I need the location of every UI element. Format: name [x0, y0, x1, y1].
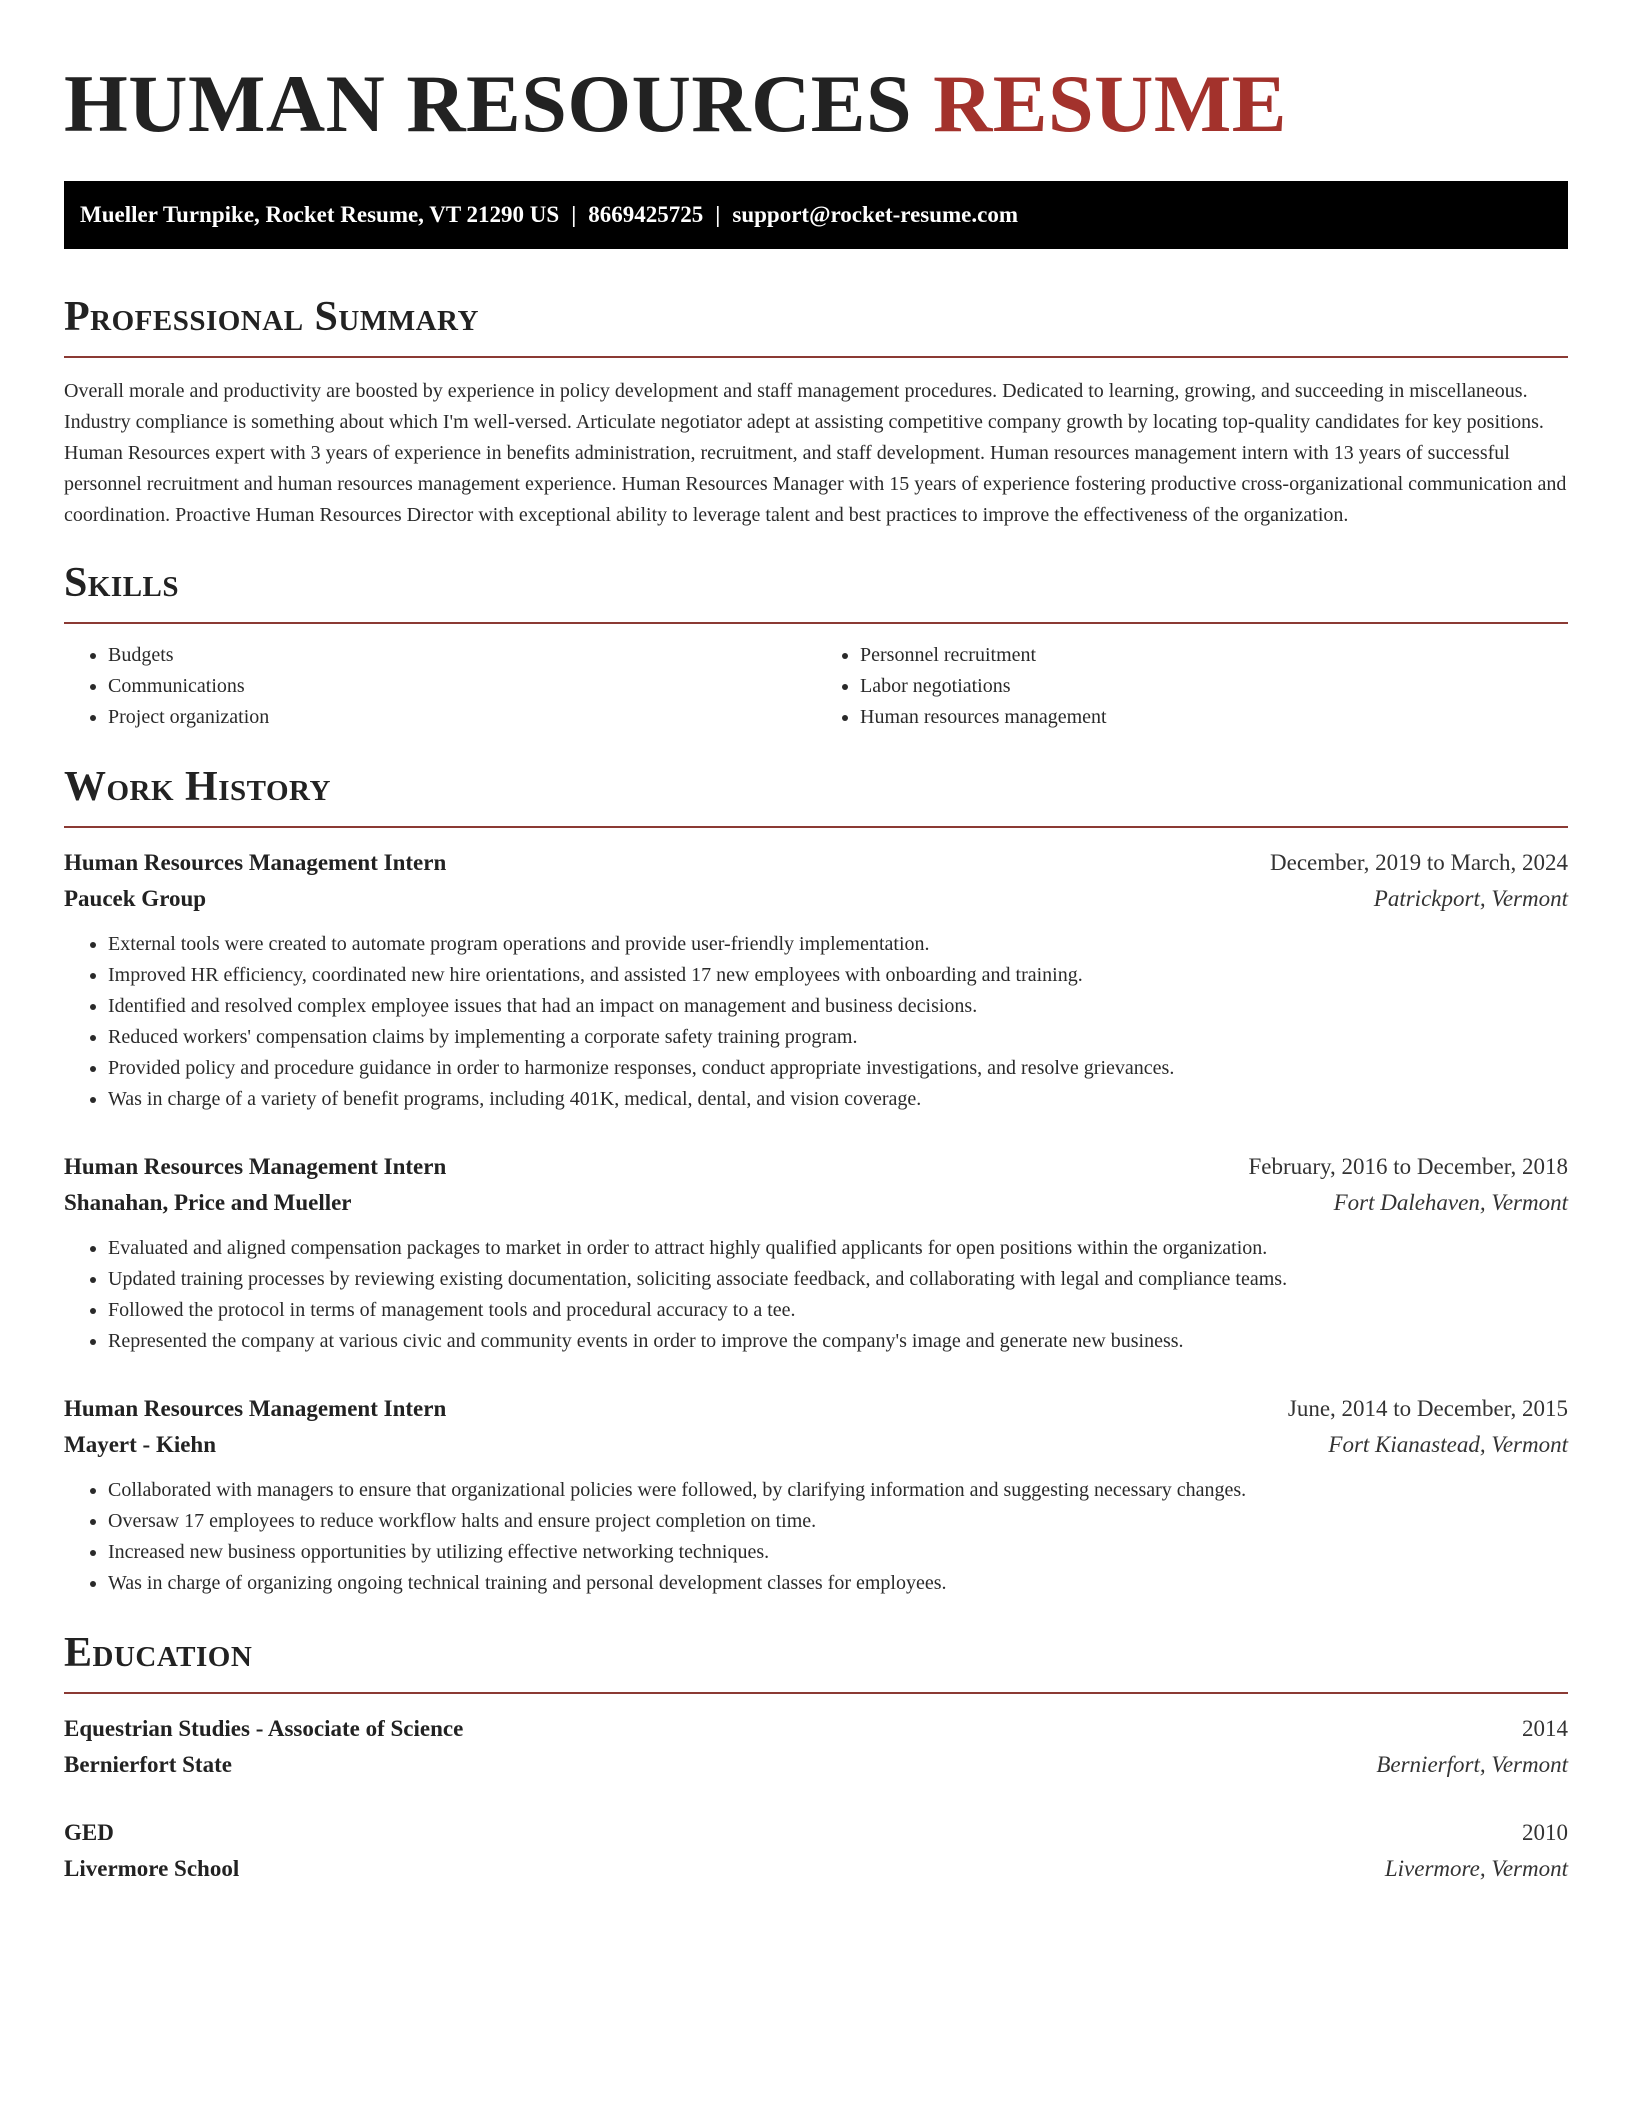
skill-item: • Budgets — [108, 640, 816, 671]
contact-bar — [64, 181, 1568, 249]
skill-item: • Personnel recruitment — [860, 640, 1568, 671]
title-main: HUMAN RESOURCES — [64, 58, 913, 149]
job-entry — [64, 1149, 1568, 1357]
job-bullets — [64, 1233, 1568, 1357]
job-bullet: • Identified and resolved complex employee issues that had an impact on management and business decisions. — [108, 991, 1568, 1022]
job-header — [64, 845, 1568, 881]
skills-column-left — [64, 640, 816, 733]
job-bullet: • Reduced workers' compensation claims by implementing a corporate safety training program. — [108, 1022, 1568, 1053]
skill-item: • Labor negotiations — [860, 671, 1568, 702]
contact-address: Mueller Turnpike, Rocket Resume, VT 21290 US — [80, 202, 560, 227]
education-year: 2010 — [1522, 1820, 1568, 1845]
job-header — [64, 1149, 1568, 1185]
resume-title — [64, 58, 1568, 150]
education-degree: Equestrian Studies - Associate of Science — [64, 1716, 464, 1741]
job-company: Shanahan, Price and Mueller — [64, 1190, 352, 1215]
job-bullets — [64, 1475, 1568, 1599]
job-location: Patrickport, Vermont — [1373, 886, 1568, 911]
job-header — [64, 1391, 1568, 1427]
education-heading: Education — [64, 1630, 253, 1676]
contact-separator: | — [715, 202, 721, 227]
job-bullet: • Improved HR efficiency, coordinated new hire orientations, and assisted 17 new employees with onboarding and training. — [108, 960, 1568, 991]
skills-list — [64, 640, 1568, 733]
job-company: Paucek Group — [64, 886, 207, 911]
education-entry — [64, 1815, 1568, 1887]
job-entry — [64, 845, 1568, 1115]
job-subheader — [64, 1427, 1568, 1463]
section-divider — [64, 622, 1568, 624]
job-entry — [64, 1391, 1568, 1599]
job-title: Human Resources Management Intern — [64, 850, 447, 875]
job-bullet: • Was in charge of a variety of benefit programs, including 401K, medical, dental, and vision coverage. — [108, 1084, 1568, 1115]
job-title: Human Resources Management Intern — [64, 1154, 447, 1179]
education-section — [64, 1629, 1568, 1887]
job-location: Fort Kianastead, Vermont — [1328, 1432, 1568, 1457]
education-school: Livermore School — [64, 1856, 240, 1881]
job-bullet: • Provided policy and procedure guidance in order to harmonize responses, conduct appropriate investigations, and resolve grievances. — [108, 1053, 1568, 1084]
job-location: Fort Dalehaven, Vermont — [1333, 1190, 1568, 1215]
job-title: Human Resources Management Intern — [64, 1396, 447, 1421]
skill-item: • Project organization — [108, 702, 816, 733]
job-bullet: • Collaborated with managers to ensure that organizational policies were followed, by clarifying information and suggesting necessary changes. — [108, 1475, 1568, 1506]
education-entry — [64, 1711, 1568, 1783]
job-bullet: • External tools were created to automate program operations and provide user-friendly implementation. — [108, 929, 1568, 960]
job-bullets — [64, 929, 1568, 1115]
summary-heading: Professional Summary — [64, 294, 479, 340]
skills-column-right — [816, 640, 1568, 733]
job-bullet: • Followed the protocol in terms of management tools and procedural accuracy to a tee. — [108, 1295, 1568, 1326]
section-divider — [64, 356, 1568, 358]
job-bullet: • Evaluated and aligned compensation packages to market in order to attract highly qualified applicants for open positions within the organization. — [108, 1233, 1568, 1264]
contact-email[interactable]: support@rocket-resume.com — [732, 202, 1019, 227]
job-dates: December, 2019 to March, 2024 — [1270, 850, 1568, 875]
work-history-heading: Work History — [64, 764, 331, 810]
job-bullet: • Updated training processes by reviewing existing documentation, soliciting associate feedback, and collaborating with legal and compliance teams. — [108, 1264, 1568, 1295]
job-bullet: • Was in charge of organizing ongoing technical training and personal development classes for employees. — [108, 1568, 1568, 1599]
summary-section — [64, 293, 1568, 531]
job-subheader — [64, 881, 1568, 917]
job-dates: June, 2014 to December, 2015 — [1287, 1396, 1568, 1421]
job-bullet: • Increased new business opportunities by utilizing effective networking techniques. — [108, 1537, 1568, 1568]
section-divider — [64, 826, 1568, 828]
contact-phone[interactable]: 8669425725 — [588, 202, 704, 227]
education-location: Bernierfort, Vermont — [1376, 1752, 1568, 1777]
skill-item: • Communications — [108, 671, 816, 702]
job-bullet: • Oversaw 17 employees to reduce workflow halts and ensure project completion on time. — [108, 1506, 1568, 1537]
job-dates: February, 2016 to December, 2018 — [1248, 1154, 1568, 1179]
education-school: Bernierfort State — [64, 1752, 232, 1777]
education-year: 2014 — [1522, 1716, 1568, 1741]
education-subheader — [64, 1851, 1568, 1887]
education-subheader — [64, 1747, 1568, 1783]
work-history-section — [64, 763, 1568, 1599]
job-company: Mayert - Kiehn — [64, 1432, 217, 1457]
summary-text: Overall morale and productivity are boosted by experience in policy development and staff management procedures. Dedicated to learning, growing, and succeeding in miscellaneous. Industry compliance is something about which I'm well-versed. Articulate negotiator adept at assisting competitive company growth by locating top-quality candidates for key positions. Human Resources expert with 3 years of experience in benefits administration, recruitment, and staff development. Human resources management intern with 13 years of successful personnel recruitment and human resources management experience. Human Resources Manager with 15 years of experience fostering productive cross-organizational communication and coordination. Proactive Human Resources Director with exceptional ability to leverage talent and best practices to improve the effectiveness of the organization. — [64, 380, 1567, 526]
education-header — [64, 1711, 1568, 1747]
contact-separator: | — [571, 202, 577, 227]
job-bullet: • Represented the company at various civic and community events in order to improve the company's image and generate new business. — [108, 1326, 1568, 1357]
title-accent: RESUME — [933, 58, 1287, 149]
section-divider — [64, 1692, 1568, 1694]
skills-section — [64, 559, 1568, 733]
skill-item: • Human resources management — [860, 702, 1568, 733]
job-subheader — [64, 1185, 1568, 1221]
education-location: Livermore, Vermont — [1384, 1856, 1568, 1881]
skills-heading: Skills — [64, 560, 180, 606]
education-header — [64, 1815, 1568, 1851]
education-degree: GED — [64, 1820, 114, 1845]
